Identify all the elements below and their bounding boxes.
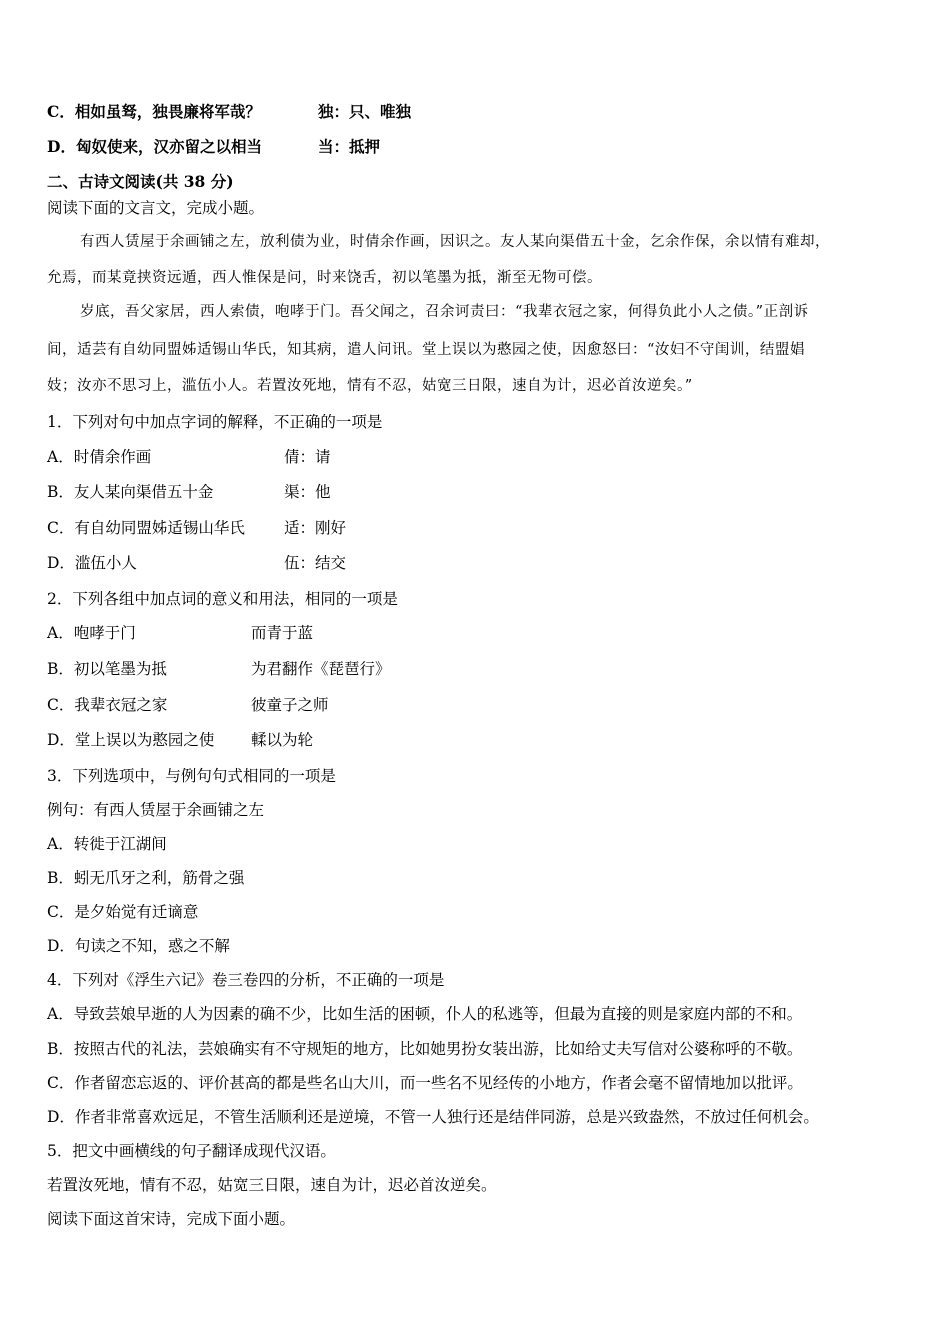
q1-option-b-gloss: 渠：他 bbox=[284, 483, 331, 501]
passage-p1-line1: 有西人赁屋于余画铺之左，放利债为业，时倩余作画，因识之。友人某向渠借五十金，乞余作保，余以情有难却， bbox=[80, 234, 830, 250]
passage-p2-line2: 间，适芸有自幼同盟姊适锡山华氏，知其病，遣人问讯。堂上误以为憨园之使，因愈怒曰：“汝妇不守闺训，结盟娼 bbox=[47, 342, 805, 358]
q3-example: 例句：有西人赁屋于余画铺之左 bbox=[47, 801, 265, 819]
q3-stem: 3．下列选项中，与例句句式相同的一项是 bbox=[47, 767, 336, 785]
q2-option-d-pair: 輮以为轮 bbox=[251, 731, 314, 749]
q2-option-b: B．初以笔墨为抵 bbox=[47, 660, 167, 678]
passage-p1-line2: 允焉，而某竟挟资远遁，西人惟保是问，时来饶舌，初以笔墨为抵，渐至无物可偿。 bbox=[47, 270, 602, 286]
q1-option-a: A．时倩余作画 bbox=[47, 448, 152, 466]
q1-stem: 1．下列对句中加点字词的解释，不正确的一项是 bbox=[47, 413, 383, 431]
q1-option-d: D．滥伍小人 bbox=[47, 554, 137, 572]
q2-option-c: C．我辈衣冠之家 bbox=[47, 696, 168, 714]
q4-option-c: C．作者留恋忘返的、评价甚高的都是些名山大川，而一些名不见经传的小地方，作者会毫不留情地加以批评。 bbox=[47, 1074, 803, 1092]
q1-option-d-gloss: 伍：结交 bbox=[284, 554, 347, 572]
section-title: 二、古诗文阅读(共 38 分) bbox=[47, 172, 234, 191]
q5-sentence: 若置汝死地，情有不忍，姑宽三日限，速自为计，迟必首汝逆矣。 bbox=[47, 1176, 497, 1194]
q2-option-c-pair: 彼童子之师 bbox=[251, 696, 329, 714]
q3-option-a: A．转徙于江湖间 bbox=[47, 835, 167, 853]
passage-p2-line1: 岁底，吾父家居，西人索债，咆哮于门。吾父闻之，召余诃责曰：“我辈衣冠之家，何得负此小人之债。”正剖诉 bbox=[80, 304, 809, 320]
option-d-prev-gloss: 当：抵押 bbox=[318, 137, 381, 156]
q3-option-b: B．蚓无爪牙之利，筋骨之强 bbox=[47, 869, 245, 887]
q1-option-c: C．有自幼同盟姊适锡山华氏 bbox=[47, 519, 245, 537]
q1-option-b: B．友人某向渠借五十金 bbox=[47, 483, 214, 501]
q2-option-a-pair: 而青于蓝 bbox=[251, 624, 314, 642]
q1-option-a-gloss: 倩：请 bbox=[284, 448, 331, 466]
q2-option-a: A．咆哮于门 bbox=[47, 624, 136, 642]
next-instruction: 阅读下面这首宋诗，完成下面小题。 bbox=[47, 1210, 296, 1228]
option-c-prev: C．相如虽驽，独畏廉将军哉？ bbox=[47, 102, 261, 121]
passage-p2-line3: 妓；汝亦不思习上，滥伍小人。若置汝死地，情有不忍，姑宽三日限，速自为计，迟必首汝逆矣。” bbox=[47, 378, 693, 394]
option-c-prev-gloss: 独：只、唯独 bbox=[318, 102, 412, 121]
q3-option-d: D．句读之不知，惑之不解 bbox=[47, 937, 230, 955]
q3-option-c: C．是夕始觉有迁谪意 bbox=[47, 903, 199, 921]
q5-stem: 5．把文中画横线的句子翻译成现代汉语。 bbox=[47, 1142, 336, 1160]
option-d-prev: D．匈奴使来，汉亦留之以相当 bbox=[47, 137, 262, 156]
q1-option-c-gloss: 适：刚好 bbox=[284, 519, 347, 537]
q2-option-d: D．堂上误以为憨园之使 bbox=[47, 731, 215, 749]
q4-option-a: A．导致芸娘早逝的人为因素的确不少，比如生活的困顿，仆人的私逃等，但最为直接的则是家庭内部的不和。 bbox=[47, 1005, 803, 1023]
q4-option-d: D．作者非常喜欢远足，不管生活顺利还是逆境，不管一人独行还是结伴同游，总是兴致盎然，不放过任何机会。 bbox=[47, 1108, 819, 1126]
q2-stem: 2．下列各组中加点词的意义和用法，相同的一项是 bbox=[47, 590, 398, 608]
instruction: 阅读下面的文言文，完成小题。 bbox=[47, 199, 265, 217]
q2-option-b-pair: 为君翻作《琵琶行》 bbox=[251, 660, 391, 678]
q4-option-b: B．按照古代的礼法，芸娘确实有不守规矩的地方，比如她男扮女装出游，比如给丈夫写信对公婆称呼的不敬。 bbox=[47, 1040, 803, 1058]
q4-stem: 4．下列对《浮生六记》卷三卷四的分析，不正确的一项是 bbox=[47, 971, 445, 989]
